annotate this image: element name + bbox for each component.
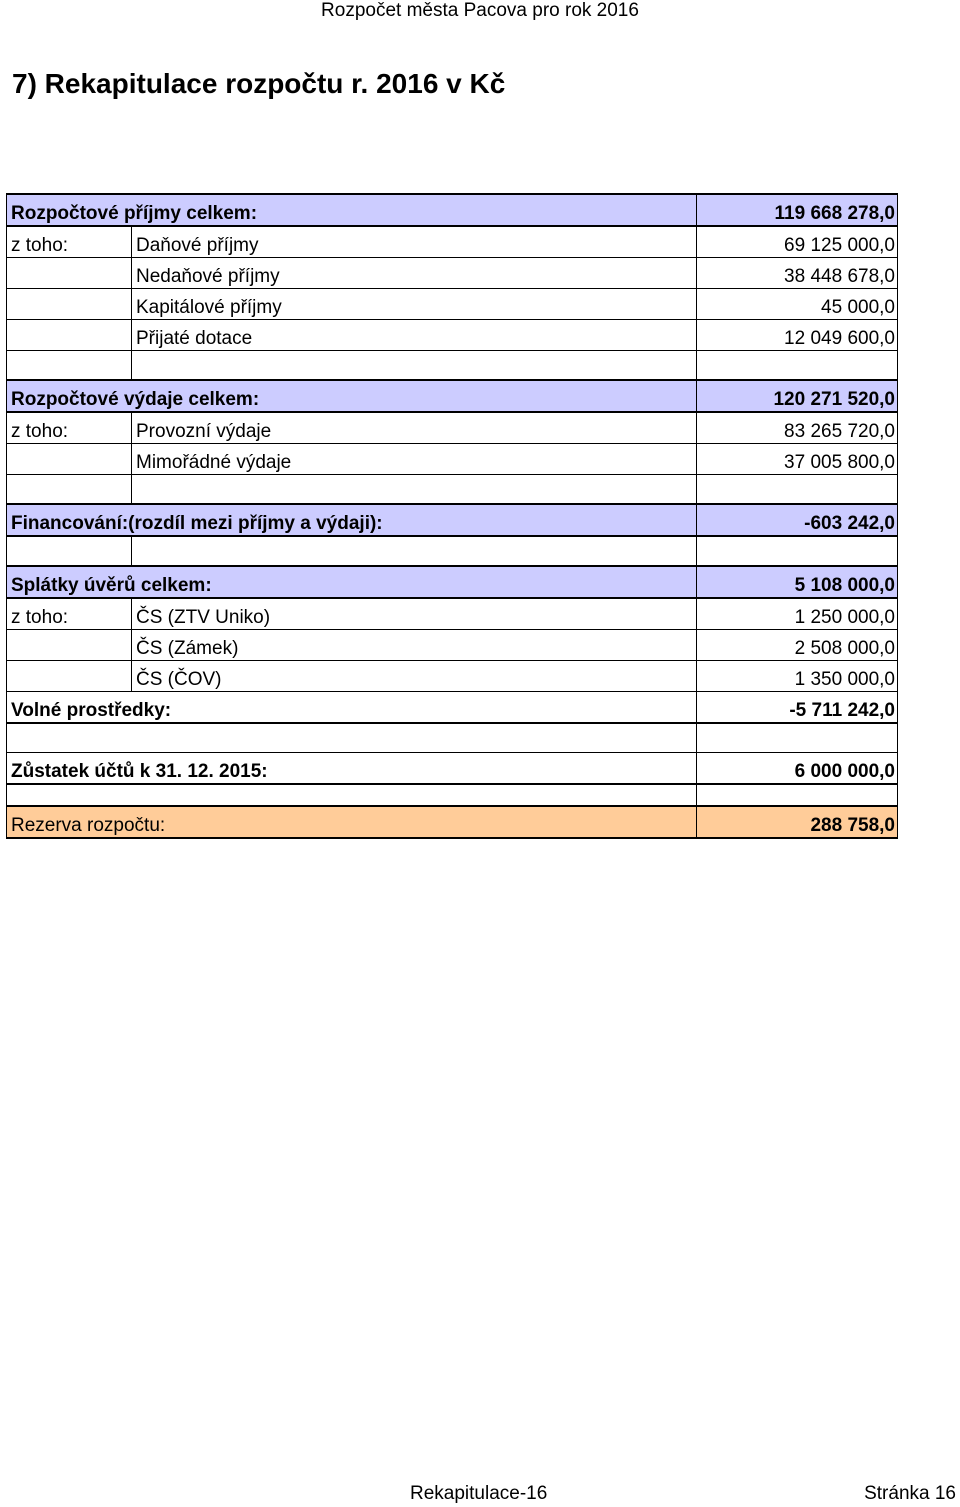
empty-cell [697, 475, 898, 505]
table-row [7, 412, 898, 444]
document-footer [0, 1483, 960, 1505]
row-label: Daňové příjmy [132, 226, 697, 258]
row-value: 38 448 678,0 [697, 258, 898, 289]
row-value: 12 049 600,0 [697, 320, 898, 351]
table-row [7, 258, 898, 289]
row-label: Mimořádné výdaje [132, 444, 697, 475]
table-row [7, 194, 898, 226]
table-row [7, 566, 898, 598]
empty-cell [697, 351, 898, 381]
row-value: 6 000 000,0 [697, 753, 898, 785]
empty-cell [7, 661, 132, 692]
row-label: Financování:(rozdíl mezi příjmy a výdaji): [7, 504, 697, 536]
row-value: -5 711 242,0 [697, 692, 898, 724]
table-row [7, 630, 898, 661]
empty-cell [7, 784, 697, 806]
page-title: 7) Rekapitulace rozpočtu r. 2016 v Kč [12, 68, 506, 99]
row-label: Provozní výdaje [132, 412, 697, 444]
empty-cell [7, 630, 132, 661]
empty-cell [7, 475, 132, 505]
table-row [7, 226, 898, 258]
empty-cell [697, 536, 898, 566]
table-row [7, 320, 898, 351]
row-value: 5 108 000,0 [697, 566, 898, 598]
empty-cell [697, 784, 898, 806]
row-value: 83 265 720,0 [697, 412, 898, 444]
row-value: 69 125 000,0 [697, 226, 898, 258]
blank-row [7, 475, 898, 505]
table-row [7, 661, 898, 692]
table-row [7, 444, 898, 475]
row-value: 288 758,0 [697, 806, 898, 838]
sheet-name: Rekapitulace-16 [410, 1483, 548, 1504]
empty-cell [132, 536, 697, 566]
empty-cell [7, 258, 132, 289]
page-number: Stránka 16 [864, 1483, 956, 1504]
row-value: 120 271 520,0 [697, 380, 898, 412]
empty-cell [7, 723, 697, 753]
row-value: -603 242,0 [697, 504, 898, 536]
empty-cell [7, 444, 132, 475]
row-label: Volné prostředky: [7, 692, 697, 724]
row-label: Rozpočtové výdaje celkem: [7, 380, 697, 412]
document-header: Rozpočet města Pacova pro rok 2016 [321, 0, 639, 21]
row-label: ČS (Zámek) [132, 630, 697, 661]
row-value: 37 005 800,0 [697, 444, 898, 475]
table-row [7, 692, 898, 724]
empty-cell [7, 536, 132, 566]
row-label: Kapitálové příjmy [132, 289, 697, 320]
table-row [7, 753, 898, 785]
row-label: Přijaté dotace [132, 320, 697, 351]
blank-row [7, 723, 898, 753]
row-value: 119 668 278,0 [697, 194, 898, 226]
table-row [7, 806, 898, 838]
row-label: Rozpočtové příjmy celkem: [7, 194, 697, 226]
blank-row [7, 536, 898, 566]
row-label: ČS (ZTV Uniko) [132, 598, 697, 630]
empty-cell [697, 723, 898, 753]
table-row [7, 504, 898, 536]
row-label: Nedaňové příjmy [132, 258, 697, 289]
row-label: Splátky úvěrů celkem: [7, 566, 697, 598]
empty-cell [7, 320, 132, 351]
row-label: Zůstatek účtů k 31. 12. 2015: [7, 753, 697, 785]
row-value: 2 508 000,0 [697, 630, 898, 661]
empty-cell [7, 351, 132, 381]
empty-cell [7, 289, 132, 320]
row-value: 1 250 000,0 [697, 598, 898, 630]
table-row [7, 380, 898, 412]
table-row [7, 289, 898, 320]
empty-cell [132, 351, 697, 381]
row-label: Rezerva rozpočtu: [7, 806, 697, 838]
blank-row [7, 351, 898, 381]
row-value: 1 350 000,0 [697, 661, 898, 692]
row-label: ČS (ČOV) [132, 661, 697, 692]
row-value: 45 000,0 [697, 289, 898, 320]
empty-cell [132, 475, 697, 505]
blank-row [7, 784, 898, 806]
budget-recap-table [6, 193, 898, 839]
row-prefix: z toho: [7, 226, 132, 258]
row-prefix: z toho: [7, 598, 132, 630]
row-prefix: z toho: [7, 412, 132, 444]
table-row [7, 598, 898, 630]
